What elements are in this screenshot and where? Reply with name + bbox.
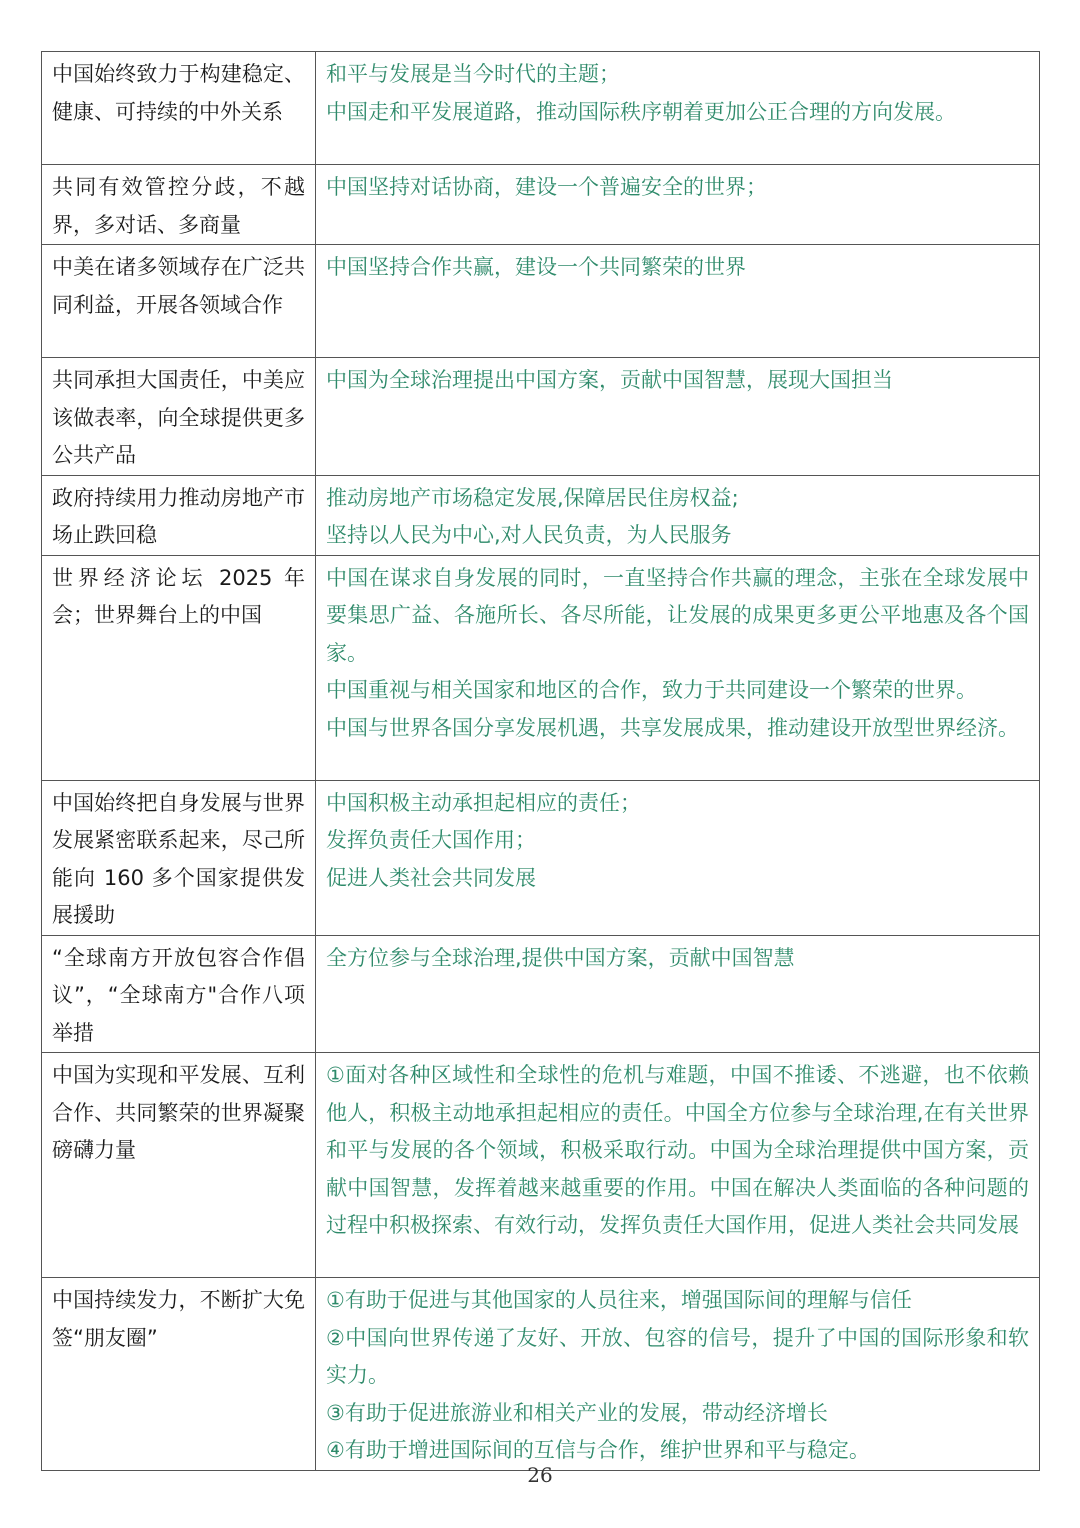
topic-text: 中美在诸多领域存在广泛共同利益，开展各领域合作 — [52, 255, 305, 317]
point-line: 中国与世界各国分享发展机遇，共享发展成果，推动建设开放型世界经济。 — [326, 715, 1019, 740]
topic-text: 政府持续用力推动房地产市场止跌回稳 — [52, 485, 305, 547]
point-cell — [316, 1053, 1040, 1278]
point-cell — [316, 780, 1040, 935]
point-line: 发挥负责任大国作用； — [326, 828, 536, 852]
topic-cell — [42, 555, 316, 780]
table-row — [42, 935, 1040, 1053]
point-line: ④有助于增进国际间的互信与合作，维护世界和平与稳定。 — [326, 1438, 870, 1462]
point-line: 全方位参与全球治理,提供中国方案，贡献中国智慧 — [326, 945, 795, 970]
point-line: ①面对各种区域性和全球性的危机与难题，中国不推诿、不逃避，也不依赖他人，积极主动地承担起相应的责任。中国全方位参与全球治理,在有关世界和平与发展的各个领域，积极采取行动。中国为全球治理提供中国方案，贡献中国智慧，发挥着越来越重要的作用。中国在解决人类面临的各种问题的过程中积极探索、有效行动，发挥负责任大国作用，促进人类社会共同发展 — [326, 1063, 1029, 1237]
topic-cell — [42, 780, 316, 935]
topic-text: 中国持续发力，不断扩大免签“朋友圈” — [52, 1288, 305, 1350]
table-row — [42, 165, 1040, 245]
point-line: 中国在谋求自身发展的同时，一直坚持合作共赢的理念，主张在全球发展中要集思广益、各施所长、各尽所能，让发展的成果更多更公平地惠及各个国家。 — [326, 565, 1029, 665]
topic-cell — [42, 1278, 316, 1471]
point-cell — [316, 245, 1040, 358]
topic-text: 中国始终致力于构建稳定、健康、可持续的中外关系 — [52, 62, 305, 124]
point-line: 中国坚持对话协商，建设一个普遍安全的世界； — [326, 175, 767, 199]
point-cell — [316, 935, 1040, 1053]
point-line: ①有助于促进与其他国家的人员往来，增强国际间的理解与信任 — [326, 1288, 912, 1312]
topic-text: 世界经济论坛 2025 年会；世界舞台上的中国 — [52, 565, 305, 627]
point-line: 推动房地产市场稳定发展,保障居民住房权益; — [326, 485, 739, 510]
table-row — [42, 475, 1040, 555]
table-row — [42, 1278, 1040, 1471]
table-row — [42, 555, 1040, 780]
point-line: 和平与发展是当今时代的主题； — [326, 62, 620, 86]
point-cell — [316, 475, 1040, 555]
topic-text: 中国始终把自身发展与世界发展紧密联系起来，尽己所能向 160 多个国家提供发展援助 — [52, 790, 305, 927]
topic-cell — [42, 935, 316, 1053]
topic-cell — [42, 358, 316, 476]
point-line: 中国坚持合作共赢，建设一个共同繁荣的世界 — [326, 255, 746, 279]
topic-cell — [42, 165, 316, 245]
topic-cell — [42, 475, 316, 555]
topic-text: 共同承担大国责任，中美应该做表率，向全球提供更多公共产品 — [52, 368, 305, 467]
point-cell — [316, 358, 1040, 476]
point-line: ③有助于促进旅游业和相关产业的发展，带动经济增长 — [326, 1400, 828, 1425]
point-line: 中国积极主动承担起相应的责任； — [326, 790, 641, 815]
point-cell — [316, 555, 1040, 780]
topic-text: 共同有效管控分歧，不越界，多对话、多商量 — [52, 175, 305, 237]
point-line: 中国重视与相关国家和地区的合作，致力于共同建设一个繁荣的世界。 — [326, 678, 977, 702]
page-number: 26 — [527, 1463, 553, 1487]
point-line: 中国走和平发展道路，推动国际秩序朝着更加公正合理的方向发展。 — [326, 99, 956, 124]
topic-text: 中国为实现和平发展、互利合作、共同繁荣的世界凝聚磅礴力量 — [52, 1063, 305, 1162]
table-row — [42, 780, 1040, 935]
point-cell — [316, 1278, 1040, 1471]
topic-cell — [42, 245, 316, 358]
table-row — [42, 52, 1040, 165]
point-line: 中国为全球治理提出中国方案，贡献中国智慧，展现大国担当 — [326, 368, 893, 392]
topic-cell — [42, 1053, 316, 1278]
table-row — [42, 358, 1040, 476]
topic-cell — [42, 52, 316, 165]
point-cell — [316, 165, 1040, 245]
point-line: 促进人类社会共同发展 — [326, 865, 536, 890]
point-cell — [316, 52, 1040, 165]
point-line: 坚持以人民为中心,对人民负责，为人民服务 — [326, 523, 732, 547]
table-row — [42, 1053, 1040, 1278]
point-line: ②中国向世界传递了友好、开放、包容的信号，提升了中国的国际形象和软实力。 — [326, 1325, 1029, 1387]
content-table — [41, 51, 1040, 1471]
topic-text: “全球南方开放包容合作倡议”，“全球南方"合作八项举措 — [52, 945, 305, 1045]
table-row — [42, 245, 1040, 358]
